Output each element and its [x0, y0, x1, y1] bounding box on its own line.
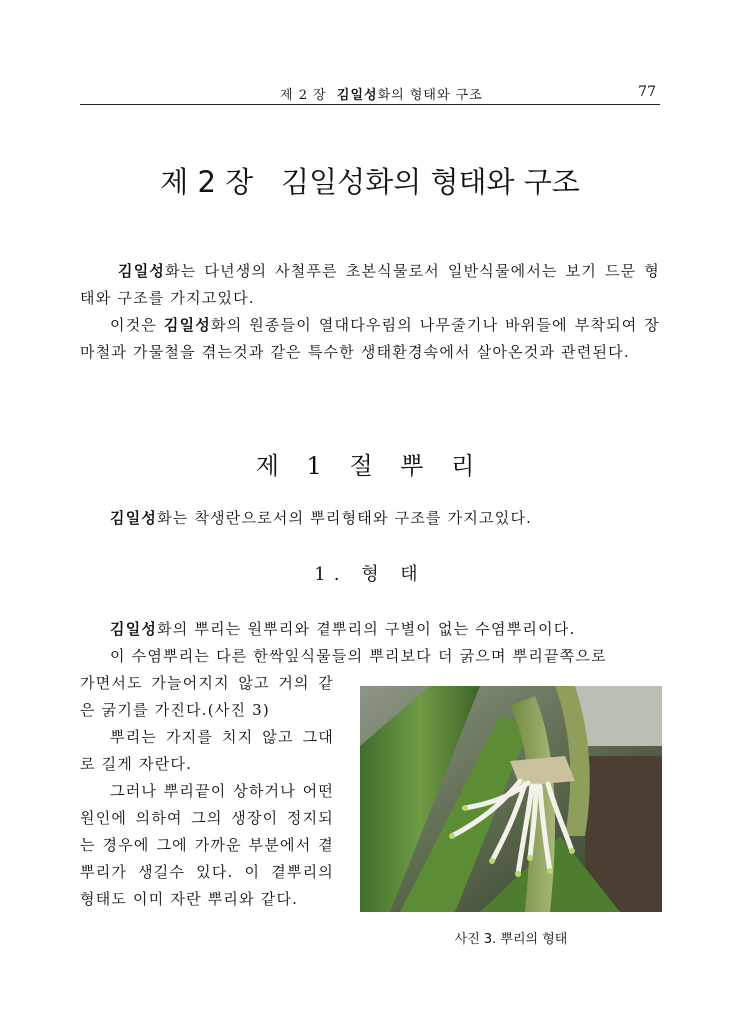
running-header	[80, 84, 660, 105]
intro-paragraph-1: 김일성화는 다년생의 사철푸른 초본식물로서 일반식물에서는 보기 드문 형태와 구조를 가지고있다.	[80, 262, 660, 307]
running-title: 제 2 장 김일성화의 형태와 구조	[280, 88, 483, 103]
intro-paragraph-2: 이것은 김일성화의 원종들이 열대다우림의 나무줄기나 바위들에 부착되여 장마철과 가물철을 겪는것과 같은 특수한 생태환경속에서 살아온것과 관련된다.	[80, 316, 660, 361]
subsection-title: 1. 형 태	[314, 564, 426, 585]
section-lead-paragraph: 김일성화는 착생란으로서의 뿌리형태와 구조를 가지고있다.	[110, 509, 533, 527]
chapter-title-bold: 김일성	[281, 165, 366, 199]
orchid-root-image	[360, 686, 662, 912]
subsection-paragraph-4: 그러나 뿌리끝이 상하거나 어떤 원인에 의하여 그의 생장이 정지되는 경우에 그에 가까운 부분에서 곁뿌리가 생길수 있다. 이 곁뿌리의 형태도 이미 자란 뿌리와 같다.	[80, 782, 334, 908]
subsection-paragraph-2-rest: 가면서도 가늘어지지 않고 거의 같은 굵기를 가진다.(사진 3)	[80, 674, 334, 719]
subsection-paragraph-1: 김일성화의 뿌리는 원뿌리와 곁뿌리의 구별이 없는 수염뿌리이다.	[110, 620, 576, 638]
section-title: 제 1 절 뿌 리	[255, 452, 485, 480]
subsection-paragraph-3: 뿌리는 가지를 치지 않고 그대로 길게 자란다.	[80, 728, 334, 773]
chapter-title	[0, 160, 740, 201]
page-number: 77	[638, 84, 656, 100]
chapter-title-rest: 화의 형태와 구조	[365, 165, 580, 199]
chapter-number: 제 2 장	[160, 165, 254, 199]
photo-caption: 사진 3. 뿌리의 형태	[454, 932, 568, 947]
root-photo	[360, 686, 662, 912]
subsection-paragraph-2-first-line: 이 수염뿌리는 다른 한싹잎식물들의 뿌리보다 더 굵으며 뿌리끝쪽으로	[110, 647, 607, 665]
